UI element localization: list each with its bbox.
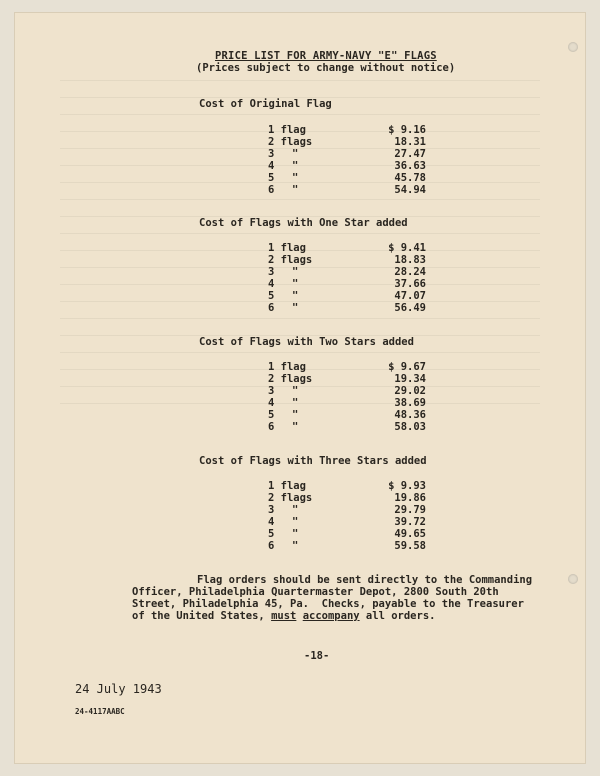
instructions-line-1: Flag orders should be sent directly to the Commanding <box>197 574 533 586</box>
qty-label: 3 <box>268 385 275 397</box>
qty-label: 2 flags <box>268 373 313 385</box>
price-value: 36.63 <box>394 160 426 172</box>
punch-hole-top <box>568 42 578 52</box>
qty-label: 2 flags <box>268 136 313 148</box>
section-heading: Cost of Original Flag <box>199 98 332 110</box>
ditto-mark: " <box>292 278 299 290</box>
page-subtitle: (Prices subject to change without notice) <box>196 62 456 74</box>
qty-label: 1 flag <box>268 124 306 136</box>
ditto-mark: " <box>292 172 299 184</box>
ditto-mark: " <box>292 160 299 172</box>
qty-label: 6 <box>268 421 275 433</box>
qty-label: 5 <box>268 172 275 184</box>
page-number: -18- <box>304 650 330 662</box>
ditto-mark: " <box>292 421 299 433</box>
page-title: PRICE LIST FOR ARMY-NAVY "E" FLAGS <box>215 50 437 62</box>
qty-label: 2 flags <box>268 492 313 504</box>
section-heading: Cost of Flags with Two Stars added <box>199 336 414 348</box>
ditto-mark: " <box>292 409 299 421</box>
qty-label: 4 <box>268 160 275 172</box>
qty-label: 5 <box>268 290 275 302</box>
qty-label: 3 <box>268 504 275 516</box>
ditto-mark: " <box>292 184 299 196</box>
ditto-mark: " <box>292 385 299 397</box>
ditto-mark: " <box>292 266 299 278</box>
price-value: 19.34 <box>394 373 426 385</box>
section-heading: Cost of Flags with Three Stars added <box>199 455 427 467</box>
qty-label: 1 flag <box>268 480 306 492</box>
instructions-line-4 <box>132 610 435 622</box>
price-value: 19.86 <box>394 492 426 504</box>
price-value: 47.07 <box>394 290 426 302</box>
price-value: 39.72 <box>394 516 426 528</box>
price-value: 58.03 <box>394 421 426 433</box>
ditto-mark: " <box>292 290 299 302</box>
qty-label: 1 flag <box>268 242 306 254</box>
qty-label: 6 <box>268 302 275 314</box>
ditto-mark: " <box>292 540 299 552</box>
price-value: 54.94 <box>394 184 426 196</box>
qty-label: 4 <box>268 278 275 290</box>
emphasis-must: must <box>271 610 297 622</box>
price-value: $ 9.16 <box>388 124 426 136</box>
document-date: 24 July 1943 <box>75 682 162 696</box>
price-value: 59.58 <box>394 540 426 552</box>
price-value: 48.36 <box>394 409 426 421</box>
price-value: 56.49 <box>394 302 426 314</box>
price-value: 49.65 <box>394 528 426 540</box>
qty-label: 6 <box>268 184 275 196</box>
price-value: 18.31 <box>394 136 426 148</box>
ditto-mark: " <box>292 516 299 528</box>
ditto-mark: " <box>292 397 299 409</box>
price-value: 38.69 <box>394 397 426 409</box>
qty-label: 5 <box>268 528 275 540</box>
price-value: $ 9.93 <box>388 480 426 492</box>
qty-label: 4 <box>268 397 275 409</box>
ditto-mark: " <box>292 528 299 540</box>
price-value: 37.66 <box>394 278 426 290</box>
instructions-line-3: Street, Philadelphia 45, Pa. Checks, payable to the Treasurer <box>132 598 524 610</box>
price-value: 45.78 <box>394 172 426 184</box>
qty-label: 3 <box>268 266 275 278</box>
qty-label: 5 <box>268 409 275 421</box>
price-value: $ 9.67 <box>388 361 426 373</box>
ditto-mark: " <box>292 504 299 516</box>
section-heading: Cost of Flags with One Star added <box>199 217 408 229</box>
emphasis-accompany: accompany <box>302 610 360 622</box>
qty-label: 2 flags <box>268 254 313 266</box>
price-value: 27.47 <box>394 148 426 160</box>
instructions-text: all orders. <box>359 610 436 622</box>
instructions-line-2: Officer, Philadelphia Quartermaster Depot, 2800 South 20th <box>132 586 499 598</box>
qty-label: 4 <box>268 516 275 528</box>
qty-label: 6 <box>268 540 275 552</box>
form-code: 24-4117AABC <box>75 707 125 716</box>
qty-label: 1 flag <box>268 361 306 373</box>
price-value: 29.79 <box>394 504 426 516</box>
qty-label: 3 <box>268 148 275 160</box>
price-value: 18.83 <box>394 254 426 266</box>
price-value: 28.24 <box>394 266 426 278</box>
punch-hole-bottom <box>568 574 578 584</box>
ditto-mark: " <box>292 148 299 160</box>
instructions-text: of the United States, <box>132 610 272 622</box>
price-value: $ 9.41 <box>388 242 426 254</box>
ditto-mark: " <box>292 302 299 314</box>
price-value: 29.02 <box>394 385 426 397</box>
